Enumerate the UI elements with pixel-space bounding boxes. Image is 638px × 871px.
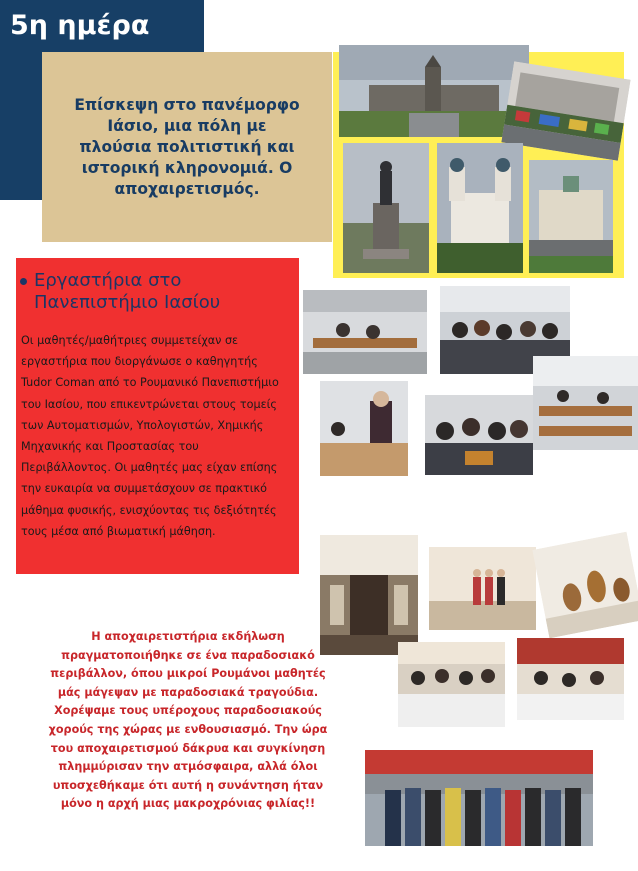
farewell-photo-2 (429, 547, 536, 630)
workshop-photo-3 (320, 381, 408, 476)
cathedral-photo (437, 143, 523, 273)
statue-photo (343, 143, 429, 273)
workshop-photo-4 (425, 395, 533, 475)
day-header-strip (0, 52, 42, 200)
building-photo (529, 160, 613, 273)
farewell-photo-5 (517, 638, 624, 720)
workshop-heading: Εργαστήρια στο Πανεπιστήμιο Ιασίου (34, 270, 221, 313)
workshop-photo-5 (533, 356, 638, 450)
workshop-photo-1 (303, 290, 427, 374)
intro-text: Επίσκεψη στο πανέμορφο Ιάσιο, μια πόλη με πλούσια πολιτιστική και ιστορική κληρονομιά. Ο αποχαιρετισμός. (74, 95, 300, 198)
workshop-text: Οι μαθητές/μαθήτριες συμμετείχαν σε εργαστήρια που διοργάνωσε ο καθηγητής Tudor Coman από το Ρουμανικό Πανεπιστήμιο του Ιασίου, που επικεντρώνεται στους τομείς των Αυτοματισμών, Υπολογιστών, Χημικής Μηχανικής και Προστασίας του Περιβάλλοντος. Οι μαθητές μας είχαν επίσης την ευκαιρία να συμμετάσχουν σε πρακτικό μάθημα φυσικής, ενισχύοντας τις δεξιότητές τους μέσα από βιωματική μάθηση. (21, 334, 279, 538)
palace-photo (339, 45, 529, 137)
farewell-photo-4 (398, 642, 505, 727)
group-photo (365, 750, 593, 846)
farewell-photo-3 (532, 532, 638, 639)
day-title: 5η ημέρα (10, 10, 150, 41)
farewell-text: Η αποχαιρετιστήρια εκδήλωση πραγματοποιήθηκε σε ένα παραδοσιακό περιβάλλον, όπου μικροί Ρουμάνοι μαθητές μάς μάγεψαν με παραδοσιακά τραγούδια. Χορέψαμε τους υπέροχους παραδοσιακούς χορούς της χώρας με ενθουσιασμό. Την ώρα του αποχαιρετισμού δάκρυα και συγκίνηση πλημμύρισαν την ατμόσφαιρα, αλλά όλοι υποσχεθήκαμε ότι αυτή η συνάντηση ήταν μόνο η αρχή μιας μακροχρόνιας φιλίας!! (48, 630, 328, 811)
bullet-icon (20, 278, 27, 285)
intro-box (42, 52, 332, 242)
